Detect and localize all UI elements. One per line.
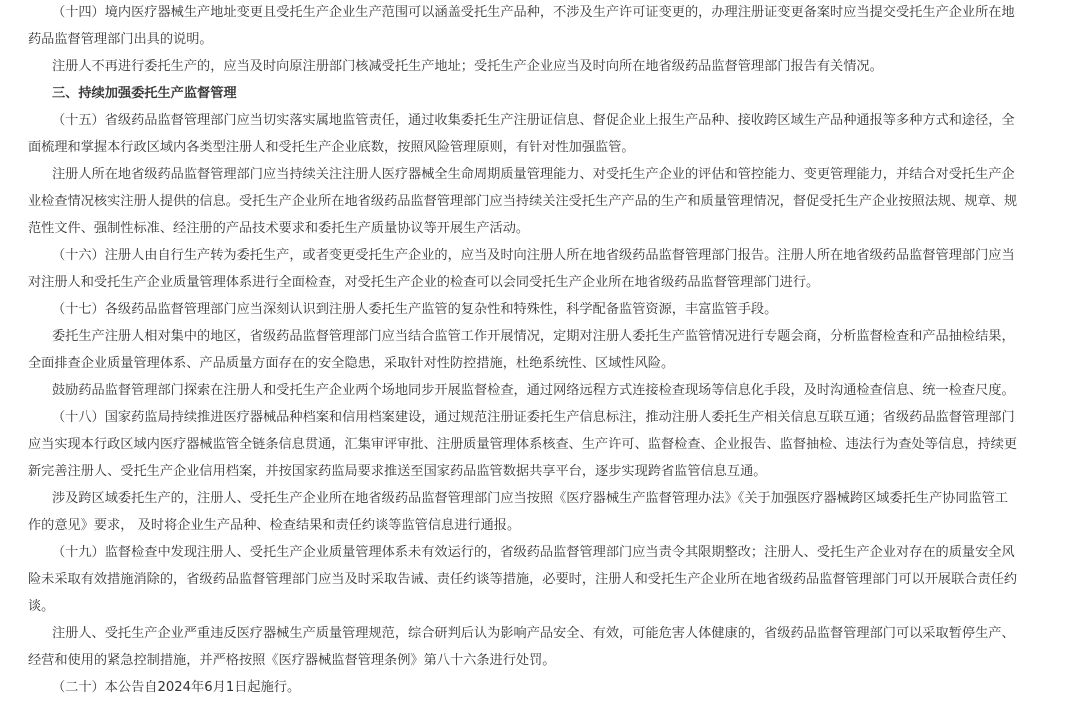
paragraph-19b-line-1: 注册人、受托生产企业严重违反医疗器械生产质量管理规范，综合研判后认为影响产品安全、有效，可能危害人体健康的，省级药品监督管理部门可以采取暂停生产、: [52, 626, 1015, 641]
paragraph-15-line-2: 面梳理和掌握本行政区域内各类型注册人和受托生产企业底数，按照风险管理原则，有针对性加强监管。: [28, 140, 635, 155]
paragraph-18b-line-1: 涉及跨区域委托生产的，注册人、受托生产企业所在地省级药品监督管理部门应当按照《医疗器械生产监督管理办法》《关于加强医疗器械跨区域委托生产协同监管工: [52, 491, 1009, 506]
paragraph-14-line-2: 药品监督管理部门出具的说明。: [28, 32, 213, 47]
paragraph-18-line-3: 新完善注册人、受托生产企业信用档案，并按国家药监局要求推送至国家药品监管数据共享平台，逐步实现跨省监管信息互通。: [28, 464, 767, 479]
paragraph-17b-line-1: 委托生产注册人相对集中的地区，省级药品监督管理部门应当结合监管工作开展情况，定期对注册人委托生产监管情况进行专题会商，分析监督检查和产品抽检结果，: [52, 329, 1015, 344]
paragraph-15b-line-3: 范性文件、强制性标准、经注册的产品技术要求和委托生产质量协议等开展生产活动。: [28, 221, 530, 236]
paragraph-14b-line-1: 注册人不再进行委托生产的，应当及时向原注册部门核减受托生产地址；受托生产企业应当及时向所在地省级药品监督管理部门报告有关情况。: [52, 59, 883, 74]
paragraph-18-line-1: （十八）国家药监局持续推进医疗器械品种档案和信用档案建设，通过规范注册证委托生产信息标注，推动注册人委托生产相关信息互联互通；省级药品监督管理部门: [52, 410, 1015, 425]
paragraph-19-line-1: （十九）监督检查中发现注册人、受托生产企业质量管理体系未有效运行的，省级药品监督管理部门应当责令其限期整改；注册人、受托生产企业对存在的质量安全风: [52, 545, 1015, 560]
paragraph-19b-line-2: 经营和使用的紧急控制措施，并严格按照《医疗器械监督管理条例》第八十六条进行处罚。: [28, 653, 556, 668]
paragraph-16-line-2: 对注册人和受托生产企业质量管理体系进行全面检查，对受托生产企业的检查可以会同受托生产企业所在地省级药品监督管理部门进行。: [28, 275, 820, 290]
paragraph-19-line-3: 谈。: [28, 599, 55, 614]
paragraph-16-line-1: （十六）注册人由自行生产转为委托生产，或者变更受托生产企业的，应当及时向注册人所在地省级药品监督管理部门报告。注册人所在地省级药品监督管理部门应当: [52, 248, 1015, 263]
paragraph-14-line-1: （十四）境内医疗器械生产地址变更且受托生产企业生产范围可以涵盖受托生产品种，不涉及生产许可证变更的，办理注册证变更备案时应当提交受托生产企业所在地: [52, 5, 1015, 20]
paragraph-15-line-1: （十五）省级药品监督管理部门应当切实落实属地监管责任，通过收集委托生产注册证信息、督促企业上报生产品种、接收跨区域生产品种通报等多种方式和途径，全: [52, 113, 1015, 128]
paragraph-15b-line-1: 注册人所在地省级药品监督管理部门应当持续关注注册人医疗器械全生命周期质量管理能力、对受托生产企业的评估和管控能力、变更管理能力，并结合对受托生产企: [52, 167, 1015, 182]
paragraph-17c-line-1: 鼓励药品监督管理部门探索在注册人和受托生产企业两个场地同步开展监督检查，通过网络远程方式连接检查现场等信息化手段，及时沟通检查信息、统一检查尺度。: [52, 383, 1015, 398]
paragraph-20-line-1: （二十）本公告自2024年6月1日起施行。: [52, 680, 301, 695]
paragraph-17b-line-2: 全面排查企业质量管理体系、产品质量方面存在的安全隐患，采取针对性防控措施，杜绝系统性、区域性风险。: [28, 356, 675, 371]
paragraph-18-line-2: 应当实现本行政区域内医疗器械监管全链条信息贯通，汇集审评审批、注册质量管理体系核查、生产许可、监督检查、企业报告、监督抽检、违法行为查处等信息，持续更: [28, 437, 1018, 452]
paragraph-17-line-1: （十七）各级药品监督管理部门应当深刻认识到注册人委托生产监管的复杂性和特殊性，科学配备监管资源，丰富监管手段。: [52, 302, 778, 317]
paragraph-15b-line-2: 业检查情况核实注册人提供的信息。受托生产企业所在地省级药品监督管理部门应当持续关注受托生产产品的生产和质量管理情况，督促受托生产企业按照法规、规章、规: [28, 194, 1018, 209]
section-heading-3: 三、持续加强委托生产监督管理: [52, 86, 237, 101]
paragraph-19-line-2: 险未采取有效措施消除的，省级药品监督管理部门应当及时采取告诫、责任约谈等措施，必要时，注册人和受托生产企业所在地省级药品监督管理部门可以开展联合责任约: [28, 572, 1018, 587]
paragraph-18b-line-2: 作的意见》要求， 及时将企业生产品种、检查结果和责任约谈等监管信息进行通报。: [28, 518, 521, 533]
